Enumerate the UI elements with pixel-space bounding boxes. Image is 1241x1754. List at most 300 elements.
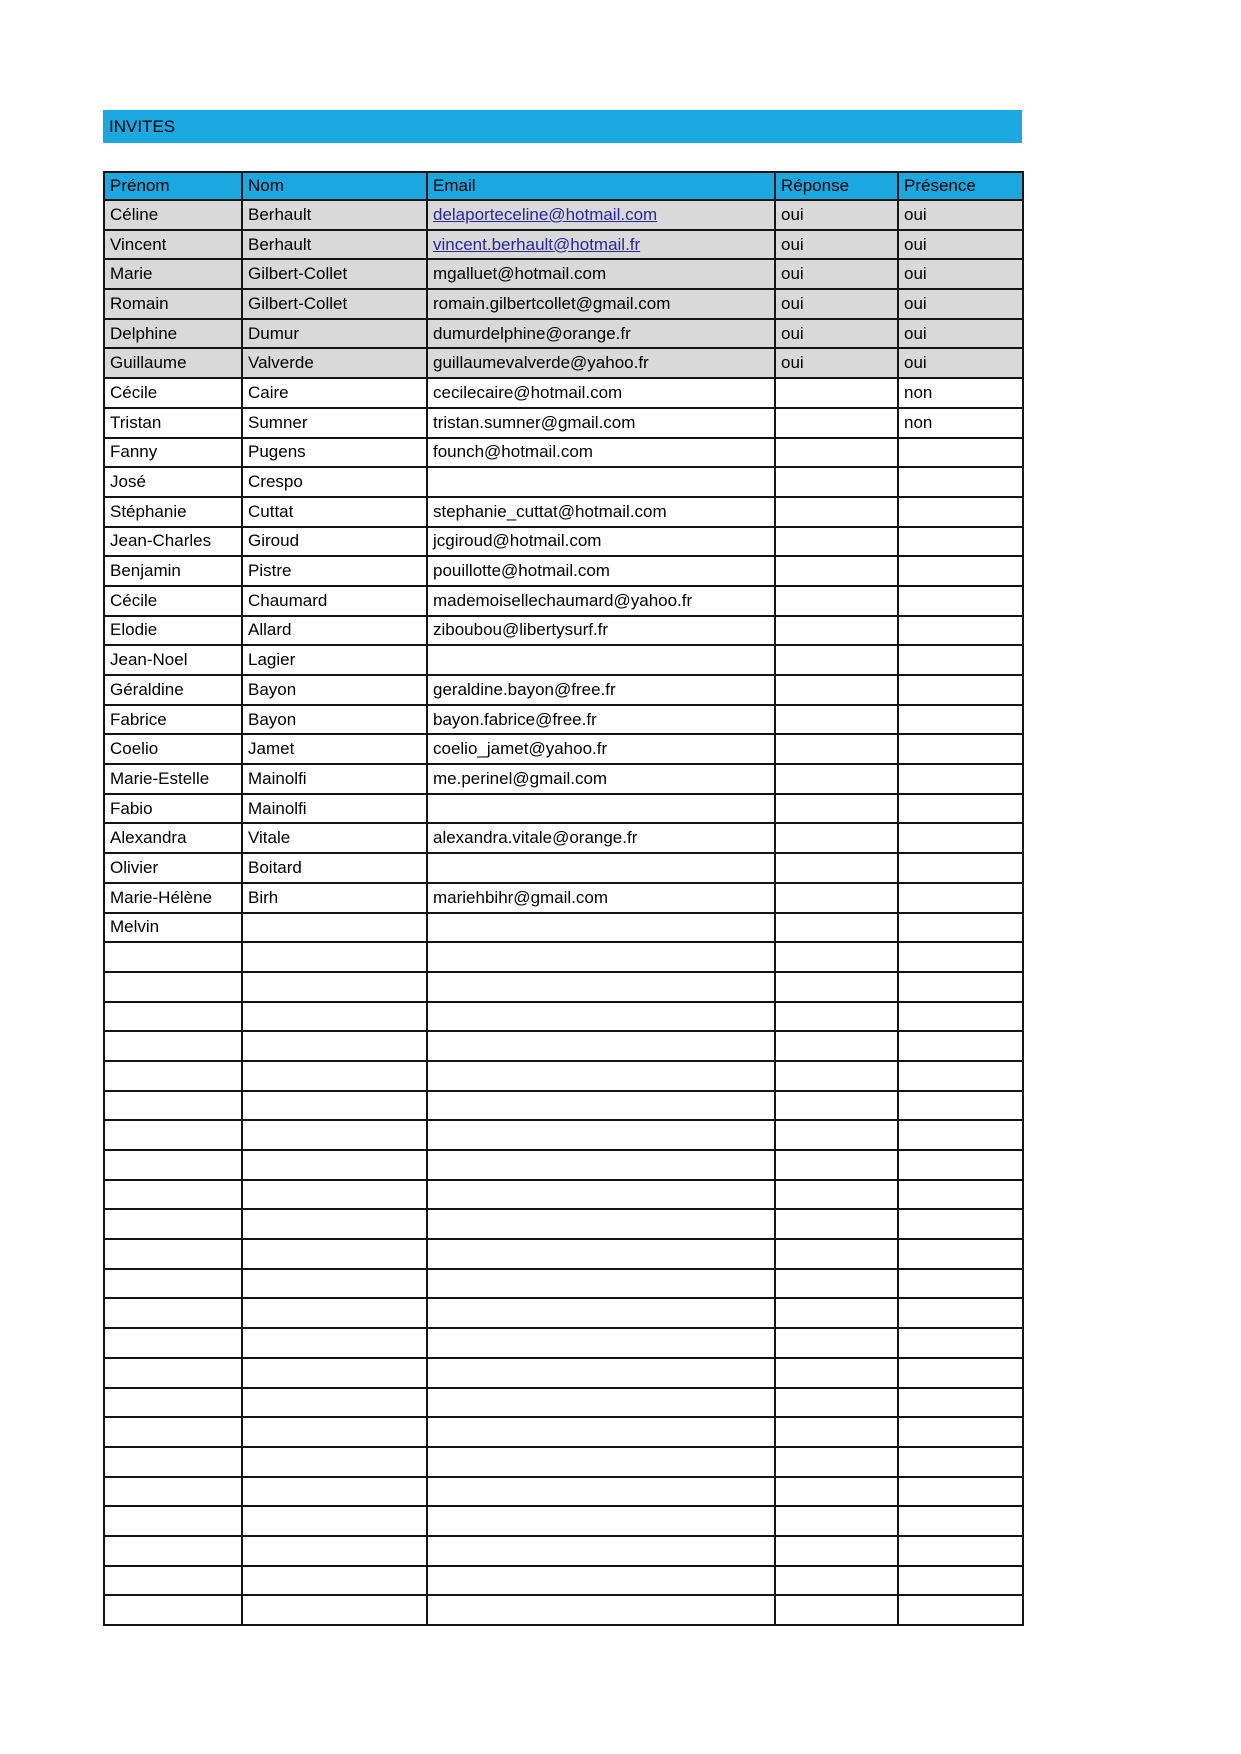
column-header-presence: Présence bbox=[898, 172, 1023, 200]
cell-empty bbox=[898, 1595, 1023, 1625]
cell-reponse bbox=[775, 497, 898, 527]
table-row bbox=[104, 319, 1023, 349]
cell-presence: non bbox=[898, 378, 1023, 408]
cell-prenom: Coelio bbox=[104, 734, 242, 764]
cell-empty bbox=[775, 1328, 898, 1358]
cell-empty bbox=[427, 1269, 775, 1299]
header-row bbox=[104, 172, 1023, 200]
cell-prenom: Stéphanie bbox=[104, 497, 242, 527]
cell-nom: Vitale bbox=[242, 823, 427, 853]
cell-nom: Cuttat bbox=[242, 497, 427, 527]
cell-presence bbox=[898, 467, 1023, 497]
cell-empty bbox=[104, 1180, 242, 1210]
cell-empty bbox=[104, 1447, 242, 1477]
cell-reponse bbox=[775, 913, 898, 943]
table-row bbox=[104, 913, 1023, 943]
cell-email: coelio_jamet@yahoo.fr bbox=[427, 734, 775, 764]
cell-empty bbox=[242, 1061, 427, 1091]
table-row bbox=[104, 1269, 1023, 1299]
table-row bbox=[104, 764, 1023, 794]
email-link[interactable]: delaporteceline@hotmail.com bbox=[433, 204, 658, 224]
cell-empty bbox=[898, 1477, 1023, 1507]
cell-empty bbox=[104, 1209, 242, 1239]
cell-empty bbox=[775, 972, 898, 1002]
cell-presence bbox=[898, 913, 1023, 943]
cell-prenom: Elodie bbox=[104, 616, 242, 646]
table-row bbox=[104, 1209, 1023, 1239]
cell-nom: Chaumard bbox=[242, 586, 427, 616]
cell-presence: non bbox=[898, 408, 1023, 438]
cell-nom: Berhault bbox=[242, 230, 427, 260]
cell-empty bbox=[898, 1506, 1023, 1536]
cell-email: geraldine.bayon@free.fr bbox=[427, 675, 775, 705]
cell-email: mgalluet@hotmail.com bbox=[427, 259, 775, 289]
table-row bbox=[104, 1536, 1023, 1566]
cell-empty bbox=[242, 1091, 427, 1121]
table-row bbox=[104, 1477, 1023, 1507]
cell-empty bbox=[104, 1506, 242, 1536]
cell-presence bbox=[898, 853, 1023, 883]
cell-reponse: oui bbox=[775, 259, 898, 289]
table-row bbox=[104, 527, 1023, 557]
cell-nom: Jamet bbox=[242, 734, 427, 764]
cell-email: jcgiroud@hotmail.com bbox=[427, 527, 775, 557]
cell-presence bbox=[898, 556, 1023, 586]
cell-empty bbox=[104, 942, 242, 972]
table-row bbox=[104, 1358, 1023, 1388]
cell-empty bbox=[775, 1388, 898, 1418]
cell-empty bbox=[427, 1536, 775, 1566]
cell-nom: Dumur bbox=[242, 319, 427, 349]
cell-nom: Pugens bbox=[242, 438, 427, 468]
cell-empty bbox=[242, 1477, 427, 1507]
table-row bbox=[104, 1120, 1023, 1150]
table-row bbox=[104, 556, 1023, 586]
cell-empty bbox=[898, 1566, 1023, 1596]
cell-empty bbox=[242, 1358, 427, 1388]
cell-reponse bbox=[775, 764, 898, 794]
cell-nom: Gilbert-Collet bbox=[242, 289, 427, 319]
cell-nom: Gilbert-Collet bbox=[242, 259, 427, 289]
cell-nom: Bayon bbox=[242, 705, 427, 735]
cell-empty bbox=[775, 942, 898, 972]
cell-prenom: Cécile bbox=[104, 378, 242, 408]
cell-empty bbox=[242, 1120, 427, 1150]
invites-title-label: INVITES bbox=[109, 116, 176, 136]
cell-email bbox=[427, 794, 775, 824]
cell-prenom: Delphine bbox=[104, 319, 242, 349]
table-row bbox=[104, 1595, 1023, 1625]
cell-reponse bbox=[775, 467, 898, 497]
cell-reponse: oui bbox=[775, 289, 898, 319]
cell-empty bbox=[242, 1506, 427, 1536]
cell-prenom: Fanny bbox=[104, 438, 242, 468]
cell-empty bbox=[427, 1180, 775, 1210]
cell-empty bbox=[242, 1388, 427, 1418]
cell-empty bbox=[898, 1150, 1023, 1180]
table-body bbox=[104, 200, 1023, 1625]
cell-prenom: Melvin bbox=[104, 913, 242, 943]
table-row bbox=[104, 1150, 1023, 1180]
table-row bbox=[104, 408, 1023, 438]
cell-empty bbox=[775, 1209, 898, 1239]
table-row bbox=[104, 438, 1023, 468]
cell-reponse bbox=[775, 438, 898, 468]
cell-empty bbox=[775, 1417, 898, 1447]
column-header-prenom: Prénom bbox=[104, 172, 242, 200]
cell-nom: Mainolfi bbox=[242, 764, 427, 794]
cell-email bbox=[427, 645, 775, 675]
cell-empty bbox=[104, 1298, 242, 1328]
cell-empty bbox=[104, 1031, 242, 1061]
cell-email: mademoisellechaumard@yahoo.fr bbox=[427, 586, 775, 616]
cell-empty bbox=[104, 1477, 242, 1507]
cell-presence: oui bbox=[898, 319, 1023, 349]
cell-empty bbox=[104, 1328, 242, 1358]
cell-email: me.perinel@gmail.com bbox=[427, 764, 775, 794]
cell-prenom: Vincent bbox=[104, 230, 242, 260]
cell-nom: Giroud bbox=[242, 527, 427, 557]
cell-presence bbox=[898, 883, 1023, 913]
cell-email: guillaumevalverde@yahoo.fr bbox=[427, 348, 775, 378]
cell-presence: oui bbox=[898, 348, 1023, 378]
table-row bbox=[104, 467, 1023, 497]
table-row bbox=[104, 259, 1023, 289]
column-header-reponse: Réponse bbox=[775, 172, 898, 200]
cell-email: mariehbihr@gmail.com bbox=[427, 883, 775, 913]
cell-nom: Sumner bbox=[242, 408, 427, 438]
cell-email: pouillotte@hotmail.com bbox=[427, 556, 775, 586]
cell-presence bbox=[898, 794, 1023, 824]
guest-table bbox=[103, 171, 1024, 1626]
cell-empty bbox=[427, 1209, 775, 1239]
cell-empty bbox=[104, 1358, 242, 1388]
cell-email: dumurdelphine@orange.fr bbox=[427, 319, 775, 349]
cell-empty bbox=[775, 1239, 898, 1269]
cell-prenom: Fabrice bbox=[104, 705, 242, 735]
cell-empty bbox=[775, 1447, 898, 1477]
table-row bbox=[104, 1566, 1023, 1596]
cell-empty bbox=[775, 1595, 898, 1625]
table-row bbox=[104, 1447, 1023, 1477]
cell-empty bbox=[427, 942, 775, 972]
cell-reponse bbox=[775, 853, 898, 883]
cell-reponse: oui bbox=[775, 200, 898, 230]
table-row bbox=[104, 883, 1023, 913]
cell-empty bbox=[898, 1239, 1023, 1269]
cell-empty bbox=[242, 1239, 427, 1269]
cell-empty bbox=[898, 942, 1023, 972]
cell-empty bbox=[242, 1566, 427, 1596]
cell-nom: Bayon bbox=[242, 675, 427, 705]
cell-prenom: Benjamin bbox=[104, 556, 242, 586]
cell-email: alexandra.vitale@orange.fr bbox=[427, 823, 775, 853]
cell-presence bbox=[898, 527, 1023, 557]
cell-nom: Birh bbox=[242, 883, 427, 913]
guest-table-header bbox=[104, 172, 1023, 200]
cell-email bbox=[427, 913, 775, 943]
cell-empty bbox=[427, 1566, 775, 1596]
cell-empty bbox=[898, 1120, 1023, 1150]
cell-empty bbox=[104, 1120, 242, 1150]
cell-prenom: Fabio bbox=[104, 794, 242, 824]
cell-empty bbox=[775, 1120, 898, 1150]
table-row bbox=[104, 1180, 1023, 1210]
cell-prenom: Olivier bbox=[104, 853, 242, 883]
cell-empty bbox=[898, 1031, 1023, 1061]
cell-reponse bbox=[775, 823, 898, 853]
table-row bbox=[104, 734, 1023, 764]
cell-prenom: Marie-Estelle bbox=[104, 764, 242, 794]
cell-empty bbox=[427, 1239, 775, 1269]
column-header-nom: Nom bbox=[242, 172, 427, 200]
cell-presence bbox=[898, 705, 1023, 735]
cell-reponse bbox=[775, 734, 898, 764]
cell-email bbox=[427, 853, 775, 883]
cell-prenom: Romain bbox=[104, 289, 242, 319]
cell-reponse bbox=[775, 616, 898, 646]
cell-empty bbox=[104, 1061, 242, 1091]
cell-email bbox=[427, 230, 775, 260]
cell-prenom: Guillaume bbox=[104, 348, 242, 378]
cell-presence bbox=[898, 586, 1023, 616]
cell-email: ziboubou@libertysurf.fr bbox=[427, 616, 775, 646]
cell-nom: Boitard bbox=[242, 853, 427, 883]
email-link[interactable]: vincent.berhault@hotmail.fr bbox=[433, 234, 641, 254]
cell-email bbox=[427, 467, 775, 497]
cell-empty bbox=[427, 1595, 775, 1625]
cell-prenom: Cécile bbox=[104, 586, 242, 616]
table-row bbox=[104, 348, 1023, 378]
cell-nom: Valverde bbox=[242, 348, 427, 378]
cell-empty bbox=[242, 1150, 427, 1180]
cell-empty bbox=[104, 1417, 242, 1447]
cell-prenom: Alexandra bbox=[104, 823, 242, 853]
cell-empty bbox=[427, 1417, 775, 1447]
cell-empty bbox=[775, 1002, 898, 1032]
cell-empty bbox=[898, 1269, 1023, 1299]
cell-reponse bbox=[775, 645, 898, 675]
table-row bbox=[104, 497, 1023, 527]
table-row bbox=[104, 200, 1023, 230]
table-row bbox=[104, 1388, 1023, 1418]
cell-empty bbox=[427, 1447, 775, 1477]
cell-reponse bbox=[775, 527, 898, 557]
cell-presence bbox=[898, 438, 1023, 468]
table-row bbox=[104, 1239, 1023, 1269]
cell-reponse bbox=[775, 883, 898, 913]
cell-nom: Caire bbox=[242, 378, 427, 408]
cell-presence bbox=[898, 675, 1023, 705]
table-row bbox=[104, 586, 1023, 616]
cell-email bbox=[427, 200, 775, 230]
cell-empty bbox=[242, 1417, 427, 1447]
cell-reponse bbox=[775, 556, 898, 586]
cell-nom: Allard bbox=[242, 616, 427, 646]
table-row bbox=[104, 794, 1023, 824]
cell-prenom: Tristan bbox=[104, 408, 242, 438]
cell-nom: Berhault bbox=[242, 200, 427, 230]
cell-email: cecilecaire@hotmail.com bbox=[427, 378, 775, 408]
cell-empty bbox=[427, 1328, 775, 1358]
cell-prenom: Jean-Noel bbox=[104, 645, 242, 675]
cell-empty bbox=[427, 1388, 775, 1418]
cell-presence: oui bbox=[898, 289, 1023, 319]
cell-empty bbox=[898, 1388, 1023, 1418]
cell-nom bbox=[242, 913, 427, 943]
cell-empty bbox=[242, 1298, 427, 1328]
cell-prenom: Jean-Charles bbox=[104, 527, 242, 557]
cell-reponse bbox=[775, 408, 898, 438]
cell-prenom: Géraldine bbox=[104, 675, 242, 705]
cell-empty bbox=[898, 1328, 1023, 1358]
cell-empty bbox=[242, 972, 427, 1002]
cell-empty bbox=[898, 1091, 1023, 1121]
cell-empty bbox=[898, 1417, 1023, 1447]
cell-empty bbox=[242, 1269, 427, 1299]
cell-email: bayon.fabrice@free.fr bbox=[427, 705, 775, 735]
cell-prenom: José bbox=[104, 467, 242, 497]
cell-empty bbox=[242, 1595, 427, 1625]
cell-empty bbox=[898, 1180, 1023, 1210]
cell-presence bbox=[898, 497, 1023, 527]
cell-empty bbox=[104, 1566, 242, 1596]
column-header-email: Email bbox=[427, 172, 775, 200]
cell-empty bbox=[775, 1269, 898, 1299]
cell-empty bbox=[427, 1120, 775, 1150]
cell-empty bbox=[898, 1002, 1023, 1032]
cell-presence bbox=[898, 616, 1023, 646]
cell-empty bbox=[775, 1031, 898, 1061]
table-row bbox=[104, 616, 1023, 646]
cell-empty bbox=[427, 1002, 775, 1032]
cell-prenom: Céline bbox=[104, 200, 242, 230]
cell-empty bbox=[242, 1447, 427, 1477]
cell-empty bbox=[775, 1566, 898, 1596]
cell-empty bbox=[427, 1061, 775, 1091]
cell-empty bbox=[104, 972, 242, 1002]
table-row bbox=[104, 1091, 1023, 1121]
cell-empty bbox=[427, 1150, 775, 1180]
cell-empty bbox=[427, 1506, 775, 1536]
cell-empty bbox=[242, 1328, 427, 1358]
cell-empty bbox=[775, 1358, 898, 1388]
cell-reponse bbox=[775, 378, 898, 408]
cell-reponse bbox=[775, 705, 898, 735]
table-row bbox=[104, 1417, 1023, 1447]
cell-presence: oui bbox=[898, 259, 1023, 289]
cell-reponse bbox=[775, 794, 898, 824]
cell-empty bbox=[427, 1298, 775, 1328]
cell-nom: Pistre bbox=[242, 556, 427, 586]
table-row bbox=[104, 942, 1023, 972]
cell-prenom: Marie-Hélène bbox=[104, 883, 242, 913]
cell-empty bbox=[104, 1091, 242, 1121]
cell-presence bbox=[898, 764, 1023, 794]
cell-empty bbox=[104, 1388, 242, 1418]
cell-presence bbox=[898, 645, 1023, 675]
cell-empty bbox=[427, 1358, 775, 1388]
table-row bbox=[104, 230, 1023, 260]
table-row bbox=[104, 378, 1023, 408]
cell-email: tristan.sumner@gmail.com bbox=[427, 408, 775, 438]
cell-empty bbox=[242, 1002, 427, 1032]
cell-prenom: Marie bbox=[104, 259, 242, 289]
table-row bbox=[104, 1031, 1023, 1061]
table-row bbox=[104, 1328, 1023, 1358]
cell-nom: Mainolfi bbox=[242, 794, 427, 824]
cell-reponse: oui bbox=[775, 230, 898, 260]
cell-empty bbox=[898, 1358, 1023, 1388]
cell-empty bbox=[104, 1269, 242, 1299]
table-row bbox=[104, 289, 1023, 319]
cell-empty bbox=[104, 1002, 242, 1032]
cell-reponse: oui bbox=[775, 319, 898, 349]
cell-empty bbox=[242, 1031, 427, 1061]
cell-presence: oui bbox=[898, 200, 1023, 230]
cell-empty bbox=[427, 972, 775, 1002]
cell-empty bbox=[104, 1239, 242, 1269]
cell-empty bbox=[898, 1298, 1023, 1328]
cell-presence bbox=[898, 734, 1023, 764]
cell-empty bbox=[775, 1091, 898, 1121]
cell-empty bbox=[775, 1150, 898, 1180]
cell-empty bbox=[775, 1298, 898, 1328]
table-row bbox=[104, 1298, 1023, 1328]
cell-empty bbox=[427, 1091, 775, 1121]
table-row bbox=[104, 972, 1023, 1002]
cell-empty bbox=[775, 1061, 898, 1091]
cell-presence: oui bbox=[898, 230, 1023, 260]
table-row bbox=[104, 853, 1023, 883]
cell-empty bbox=[898, 1209, 1023, 1239]
table-row bbox=[104, 823, 1023, 853]
cell-empty bbox=[427, 1477, 775, 1507]
table-row bbox=[104, 645, 1023, 675]
cell-reponse: oui bbox=[775, 348, 898, 378]
invites-title-banner bbox=[103, 110, 1022, 143]
cell-empty bbox=[242, 1180, 427, 1210]
cell-presence bbox=[898, 823, 1023, 853]
table-row bbox=[104, 1506, 1023, 1536]
table-row bbox=[104, 705, 1023, 735]
cell-empty bbox=[898, 1061, 1023, 1091]
cell-empty bbox=[775, 1506, 898, 1536]
cell-empty bbox=[898, 1536, 1023, 1566]
table-row bbox=[104, 1002, 1023, 1032]
cell-email: romain.gilbertcollet@gmail.com bbox=[427, 289, 775, 319]
cell-reponse bbox=[775, 586, 898, 616]
cell-empty bbox=[104, 1595, 242, 1625]
cell-empty bbox=[104, 1150, 242, 1180]
cell-reponse bbox=[775, 675, 898, 705]
cell-nom: Lagier bbox=[242, 645, 427, 675]
cell-email: stephanie_cuttat@hotmail.com bbox=[427, 497, 775, 527]
cell-empty bbox=[775, 1180, 898, 1210]
table-row bbox=[104, 1061, 1023, 1091]
cell-empty bbox=[242, 942, 427, 972]
cell-empty bbox=[775, 1477, 898, 1507]
cell-nom: Crespo bbox=[242, 467, 427, 497]
cell-empty bbox=[898, 972, 1023, 1002]
cell-empty bbox=[427, 1031, 775, 1061]
cell-empty bbox=[242, 1209, 427, 1239]
cell-empty bbox=[104, 1536, 242, 1566]
cell-empty bbox=[898, 1447, 1023, 1477]
cell-empty bbox=[775, 1536, 898, 1566]
table-row bbox=[104, 675, 1023, 705]
cell-empty bbox=[242, 1536, 427, 1566]
